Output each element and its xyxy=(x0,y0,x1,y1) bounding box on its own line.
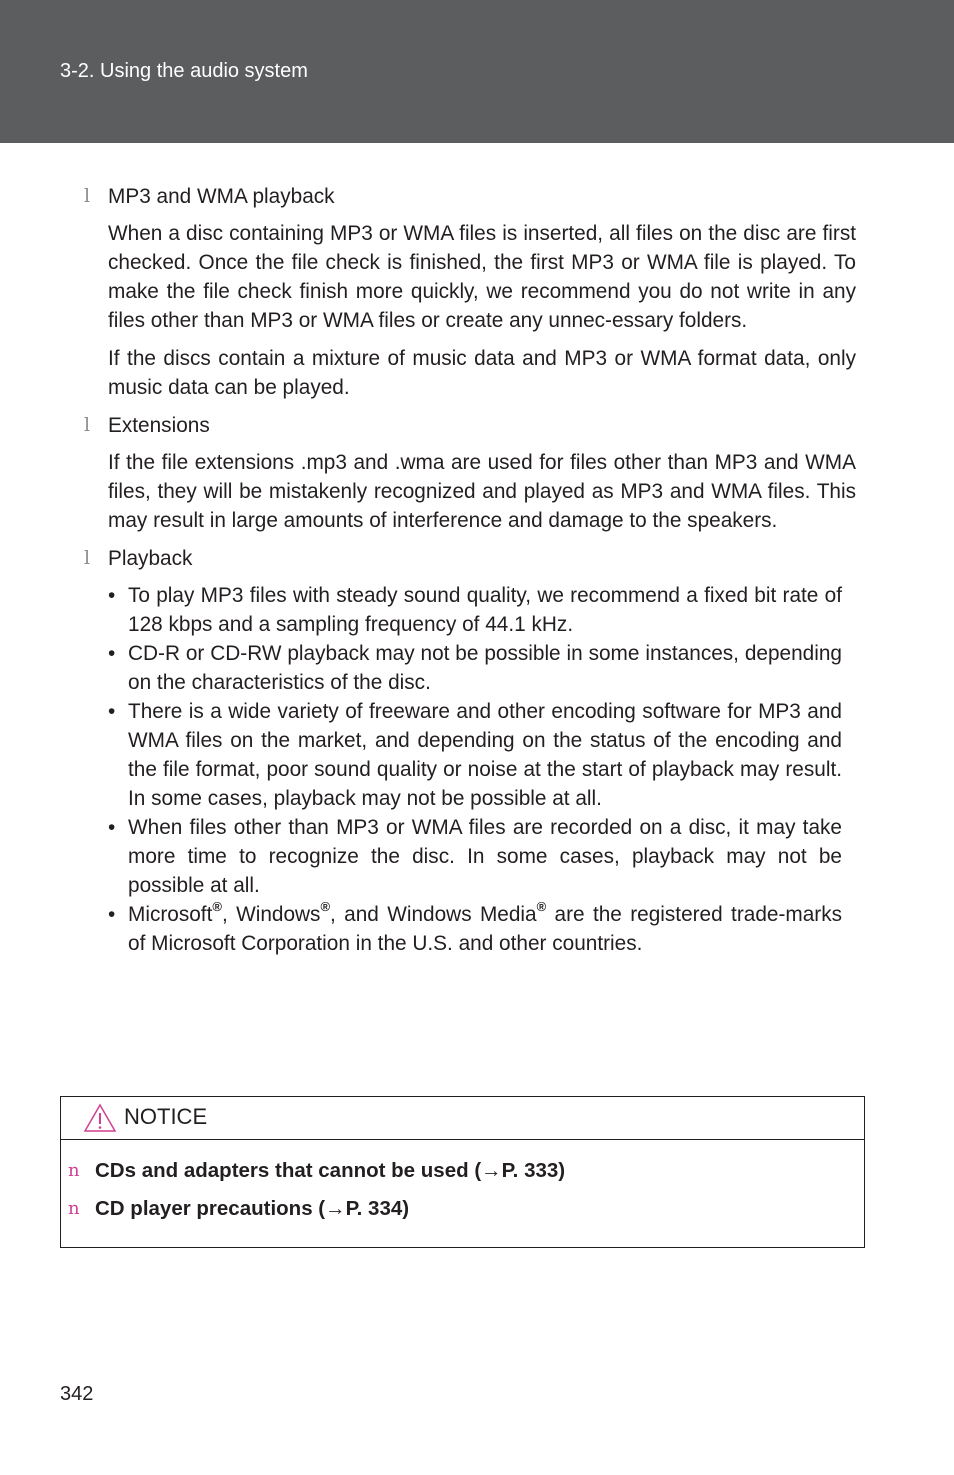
notice-box xyxy=(60,1096,865,1248)
paragraph: If the file extensions .mp3 and .wma are used for files other than MP3 and WMA files, they will be mistakenly recognized and played as MP3 and WMA files. This may result in large amounts of interference and damage to the speakers. xyxy=(108,451,856,532)
list-item-trademarks xyxy=(108,900,842,958)
section-mp3-wma-playback xyxy=(84,182,856,402)
section-title: Extensions xyxy=(108,414,210,437)
section-playback xyxy=(84,544,856,958)
main-content xyxy=(84,182,856,958)
bullet-icon: • xyxy=(108,700,116,723)
notice-marker: n xyxy=(68,1198,80,1219)
warning-triangle-icon xyxy=(83,1103,117,1133)
trademark-text-3: , and Windows Media xyxy=(330,903,537,926)
section-marker: l xyxy=(84,185,91,207)
registered-mark: ® xyxy=(212,899,222,915)
notice-item xyxy=(68,1196,864,1222)
notice-marker: n xyxy=(68,1160,80,1181)
section-marker: l xyxy=(84,547,91,569)
list-item-text: CD-R or CD-RW playback may not be possible in some instances, depending on the characteristics of the disc. xyxy=(128,642,842,694)
list-item xyxy=(108,639,842,697)
list-item-text: There is a wide variety of freeware and other encoding software for MP3 and WMA files on the market, and depending on the status of the encoding and the file format, poor sound quality or noise at the start of playback may result. In some cases, playback may not be possible at all. xyxy=(128,700,842,810)
notice-list xyxy=(61,1140,864,1222)
section-heading xyxy=(84,544,856,573)
paragraph: If the discs contain a mixture of music data and MP3 or WMA format data, only music data can be played. xyxy=(108,347,856,399)
notice-item-text: CD player precautions (→P. 334) xyxy=(95,1197,410,1220)
list-item xyxy=(108,813,842,900)
section-marker: l xyxy=(84,414,91,436)
bullet-icon: • xyxy=(108,903,116,926)
bullet-icon: • xyxy=(108,642,116,665)
notice-header xyxy=(61,1097,864,1140)
list-item-text: When files other than MP3 or WMA files are recorded on a disc, it may take more time to recognize the disc. In some cases, playback may not be possible at all. xyxy=(128,816,842,897)
notice-item-text: CDs and adapters that cannot be used (→P. 333) xyxy=(95,1159,566,1182)
notice-title: NOTICE xyxy=(124,1104,208,1129)
registered-mark: ® xyxy=(536,899,547,915)
list-item-text: To play MP3 files with steady sound quality, we recommend a fixed bit rate of 128 kbps and a sampling frequency of 44.1 kHz. xyxy=(128,584,842,636)
section-title: MP3 and WMA playback xyxy=(108,185,335,208)
section-heading xyxy=(84,182,856,211)
bullet-icon: • xyxy=(108,816,116,839)
section-heading xyxy=(84,411,856,440)
notice-item xyxy=(68,1158,864,1184)
trademark-text-4: are the registered trade-marks of Microsoft Corporation in the U.S. and other countries. xyxy=(128,903,842,955)
page-number: 342 xyxy=(60,1383,94,1405)
registered-mark: ® xyxy=(320,899,331,915)
section-title: Playback xyxy=(108,547,193,570)
section-extensions xyxy=(84,411,856,535)
list-item xyxy=(108,581,842,639)
list-item xyxy=(108,697,842,813)
bullet-icon: • xyxy=(108,584,116,607)
trademark-text-1: Microsoft xyxy=(128,903,213,926)
trademark-text-2: , Windows xyxy=(221,903,321,926)
paragraph: When a disc containing MP3 or WMA files is inserted, all files on the disc are first checked. Once the file check is finished, the first MP3 or WMA file is played. To make the file check finish more quickly, we recommend you do not write in any files other than MP3 or WMA files or create any unnec-essary folders. xyxy=(108,222,856,332)
bullet-list xyxy=(108,581,842,958)
section-breadcrumb: 3-2. Using the audio system xyxy=(60,60,308,82)
page-header xyxy=(0,0,954,143)
